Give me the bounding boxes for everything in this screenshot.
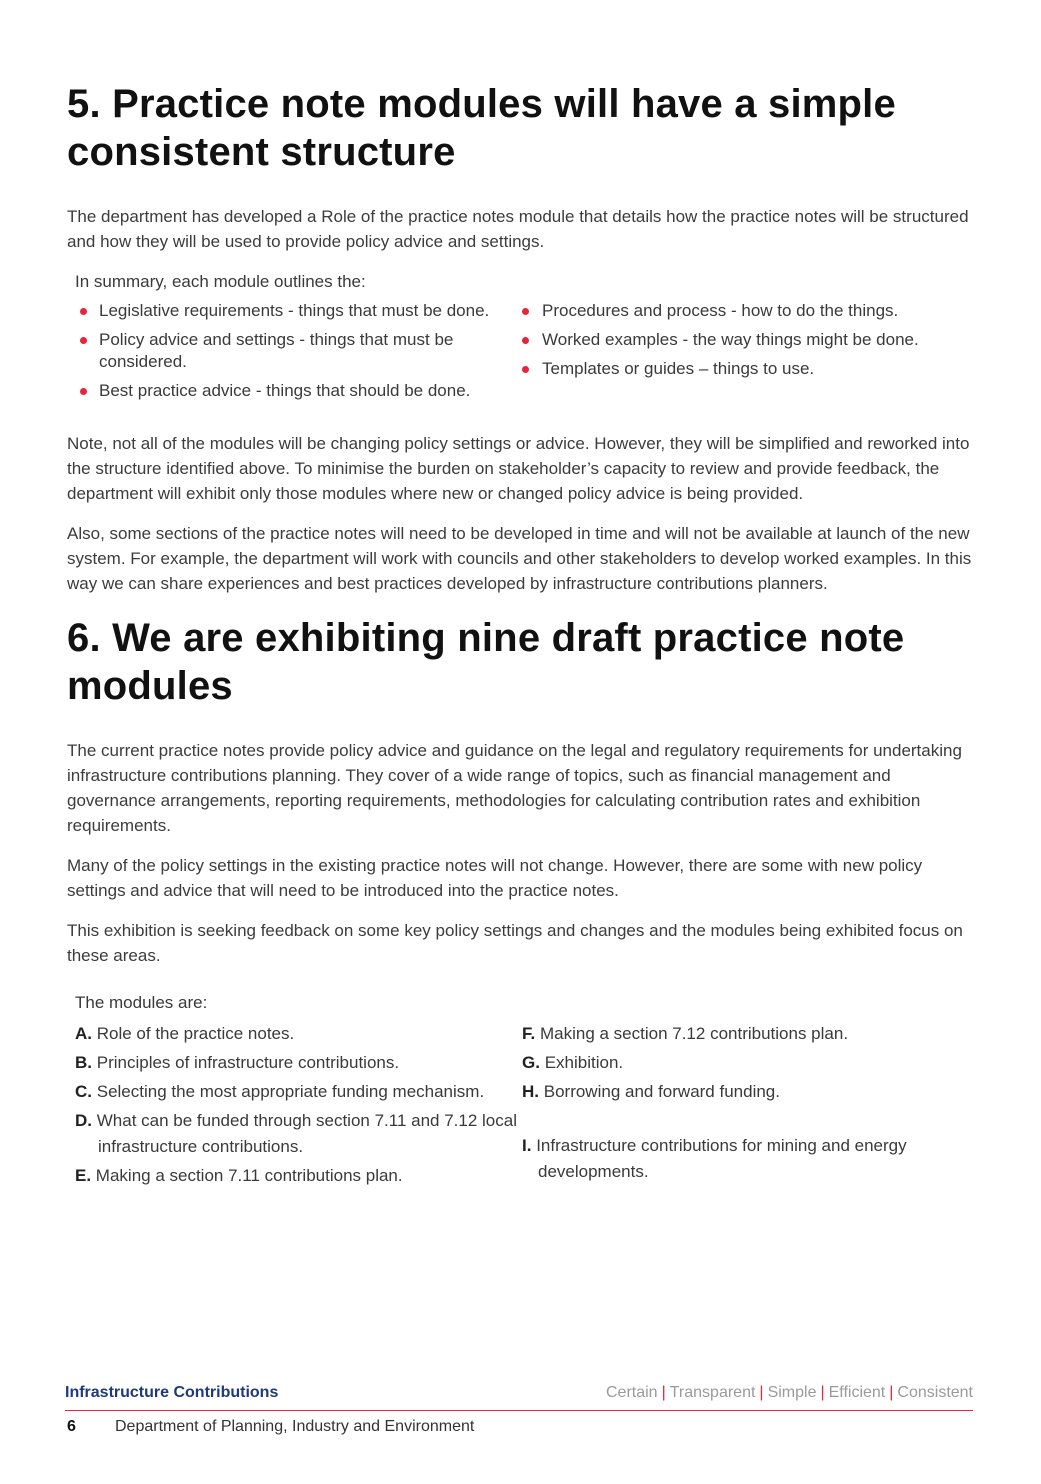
module-item: C. Selecting the most appropriate funding mechanism. (75, 1082, 485, 1101)
footer-bar (65, 1382, 973, 1411)
bullets-left-column (67, 300, 522, 409)
summary-bullets (67, 300, 977, 409)
module-item: F. Making a section 7.12 contributions plan. (522, 1024, 849, 1043)
page-number: 6 (67, 1418, 76, 1435)
section-6-paragraph-1: The current practice notes provide policy advice and guidance on the legal and regulatory requirements for undertaking infrastructure contributions planning. They cover of a wide range of topics, such as financial management and governance arrangements, reporting requirements, methodologies for calculating contribution rates and exhibition requirements. (67, 741, 962, 835)
separator-icon: | (661, 1384, 666, 1401)
bullet-dot-icon (522, 366, 529, 373)
bullet-item: Best practice advice - things that should be done. (67, 380, 522, 402)
module-item: H. Borrowing and forward funding. (522, 1082, 780, 1101)
module-item: A. Role of the practice notes. (75, 1024, 295, 1043)
modules-intro: The modules are: (75, 993, 208, 1012)
section-5-paragraph-2: Note, not all of the modules will be changing policy settings or advice. However, they will be simplified and reworked into the structure identified above. To minimise the burden on stakeholder’s capacity to review and provide feedback, the department will exhibit only those modules where new or changed policy advice is being provided. (67, 434, 970, 503)
bullet-item: Worked examples - the way things might be done. (522, 329, 962, 351)
bullets-right-column (522, 300, 962, 409)
bullet-dot-icon (80, 388, 87, 395)
module-item: G. Exhibition. (522, 1053, 624, 1072)
section-5-paragraph-1: The department has developed a Role of the practice notes module that details how the practice notes will be structured and how they will be used to provide policy advice and settings. (67, 207, 969, 251)
separator-icon: | (759, 1384, 764, 1401)
bullet-item: Policy advice and settings - things that must be considered. (67, 329, 522, 373)
bullet-dot-icon (522, 337, 529, 344)
section-6-paragraph-3: This exhibition is seeking feedback on some key policy settings and changes and the modules being exhibited focus on these areas. (67, 921, 963, 965)
bullet-dot-icon (80, 308, 87, 315)
module-item: I. Infrastructure contributions for mining and energy developments. (522, 1136, 907, 1181)
department-name: Department of Planning, Industry and Environment (115, 1418, 475, 1435)
bullet-item: Templates or guides – things to use. (522, 358, 962, 380)
section-6-paragraph-2: Many of the policy settings in the existing practice notes will not change. However, there are some with new policy settings and advice that will need to be introduced into the practice notes. (67, 856, 923, 900)
section-6-heading: 6. We are exhibiting nine draft practice note modules (67, 616, 905, 708)
module-item: E. Making a section 7.11 contributions plan. (75, 1166, 403, 1185)
module-item: B. Principles of infrastructure contributions. (75, 1053, 400, 1072)
summary-intro: In summary, each module outlines the: (75, 272, 366, 291)
document-page (67, 80, 977, 1214)
footer-info (67, 1418, 474, 1436)
section-5-paragraph-3: Also, some sections of the practice notes will need to be developed in time and will not be available at launch of the new system. For example, the department will work with councils and other stakeholders to develop worked examples. In this way we can share experiences and best practices developed by infrastructure contributions planners. (67, 524, 972, 593)
separator-icon: | (820, 1384, 825, 1401)
module-item: D. What can be funded through section 7.11 and 7.12 local infrastructure contributions. (75, 1111, 517, 1156)
bullet-dot-icon (522, 308, 529, 315)
footer-brand: Infrastructure Contributions (65, 1384, 279, 1401)
bullet-dot-icon (80, 337, 87, 344)
modules-right-column (522, 1021, 962, 1192)
bullet-item: Procedures and process - how to do the things. (522, 300, 962, 322)
modules-list (67, 1021, 977, 1192)
section-5-heading: 5. Practice note modules will have a simple consistent structure (67, 82, 896, 174)
footer-values: Certain | Transparent | Simple | Efficient | Consistent (606, 1384, 973, 1401)
modules-left-column (67, 1021, 522, 1192)
bullet-item: Legislative requirements - things that must be done. (67, 300, 522, 322)
separator-icon: | (889, 1384, 894, 1401)
